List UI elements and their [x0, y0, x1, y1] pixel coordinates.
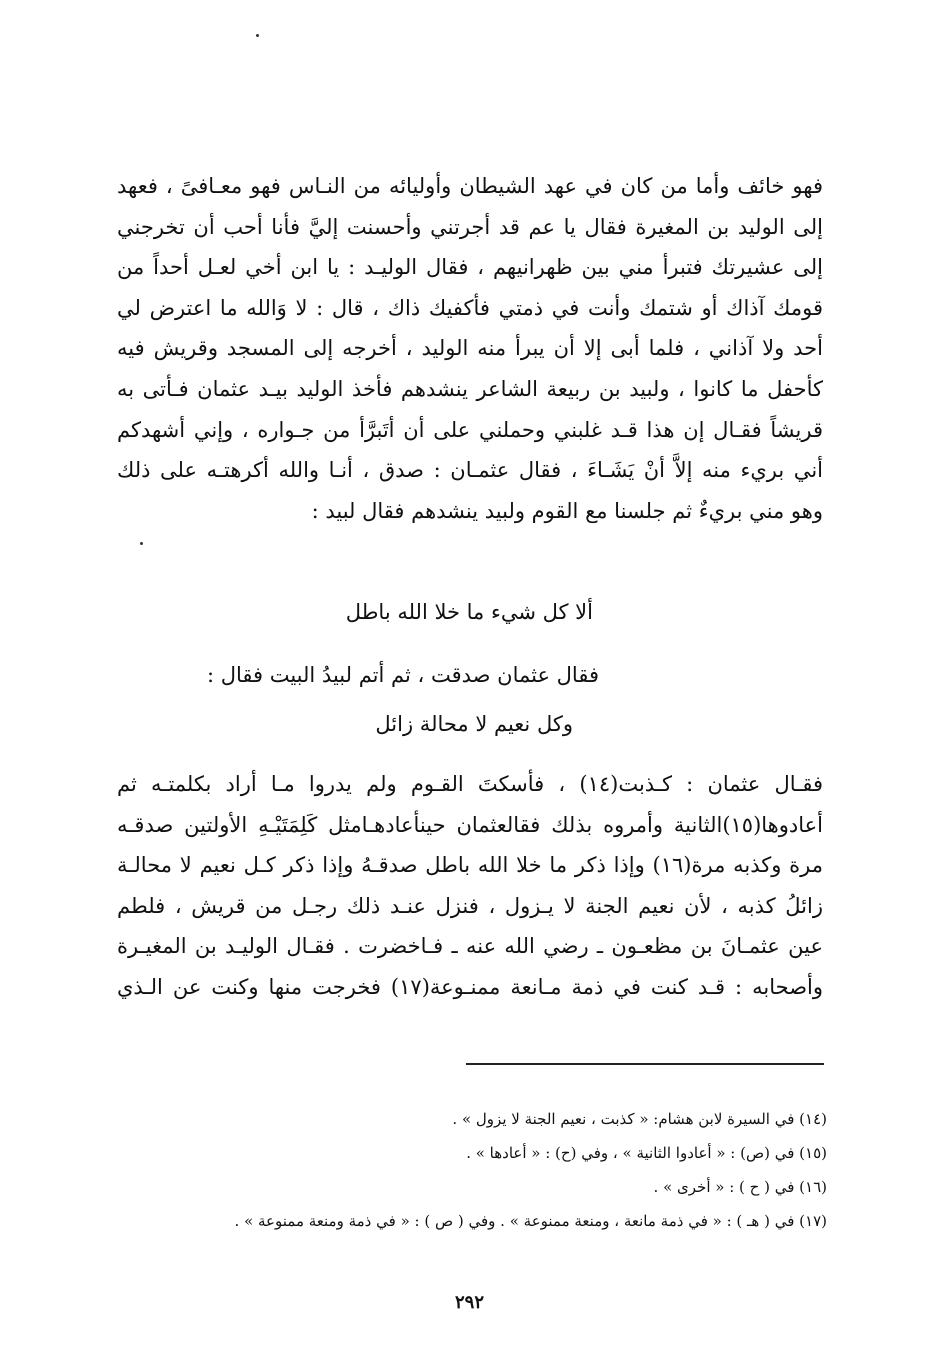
paragraph-2 — [117, 764, 823, 1008]
text-line: أني بريء منه إلاَّ أنْ يَشَـاءَ ، فقال عثمـان : صدق ، أنـا والله أكرهتـه على ذلك — [117, 458, 823, 483]
text-line: إلى عشيرتك فتبرأ مني بين ظهرانيهم ، فقال الوليـد : يا ابن أخي لعـل أحداً من — [117, 255, 823, 280]
footnote-divider — [466, 1063, 824, 1065]
text-line: قريشاً فقـال إن هذا قـد غلبني وحملني على أن أتَبرَّأ من جـواره ، وإني أشهدكم — [117, 417, 823, 442]
text-line: وهو مني بريءٌ ثم جلسنا مع القوم ولبيد ينشدهم فقال لبيد : — [311, 498, 823, 523]
page-number: ٢٩٢ — [454, 1292, 484, 1313]
paragraph-1 — [117, 166, 823, 531]
text-line: إلى الوليد بن المغيرة فقال يا عم قد أجرتني وأحسنت إليَّ فأنا أحب أن تخرجني — [117, 214, 823, 239]
text-line: فهو خائف وأما من كان في عهد الشيطان وأوليائه من النـاس فهو معـافىً ، فعهد — [117, 174, 823, 198]
text-line: عين عثمـانَ بن مظعـون ـ رضي الله عنه ـ فـاخضرت . فقـال الوليـد بن المغيـرة — [117, 934, 823, 959]
ink-speck — [140, 542, 143, 545]
footnotes — [97, 1102, 827, 1238]
text-line: قومك آذاك أو شتمك وأنت في ذمتي فأكفيك ذاك ، قال : لا وَالله ما اعترض لي — [117, 295, 823, 320]
text-line: أعادوها(١٥)الثانية وأمروه بذلك فقالعثمان حينأعادهـامثل كَلِمَتَيْـهِ الأولتين صدقـه — [117, 812, 823, 837]
text-line: أحد ولا آذاني ، فلما أبى إلا أن يبرأ منه الوليد ، أخرجه إلى المسجد وقريش فيه — [117, 336, 823, 361]
ink-speck — [256, 34, 259, 37]
footnote: (١٧) في ( هـ ) : « في ذمة مانعة ، ومنعة ممنوعة » . وفي ( ص ) : « في ذمة ومنعة ممنوعة » . — [234, 1212, 827, 1230]
verse-line: ألا كل شيء ما خلا الله باطل — [345, 600, 593, 624]
text-line: مرة وكذبه مرة(١٦) وإذا ذكر ما خلا الله باطل صدقـهُ وإذا ذكر كـل نعيم لا محالـة — [117, 853, 824, 878]
text-line: كأحفل ما كانوا ، ولبيد بن ربيعة الشاعر ينشدهم فأخذ الوليد بيـد عثمان فـأتى به — [117, 376, 823, 401]
footnote: (١٦) في ( ح ) : « أخرى » . — [653, 1178, 827, 1196]
narration-line: فقال عثمان صدقت ، ثم أتم لبيدُ البيت فقال : — [206, 663, 599, 687]
verse-line: وكل نعيم لا محالة زائل — [375, 712, 573, 736]
text-line: زائلُ كذبه ، لأن نعيم الجنة لا يـزول ، فنزل عنـد ذلك رجـل من قريش ، فلطم — [117, 893, 823, 918]
text-line: فقـال عثمان : كـذبت(١٤) ، فأسكتَ القـوم ولم يدروا مـا أراد بكلمتـه ثم — [117, 772, 823, 796]
footnote: (١٥) في (ص) : « أعادوا الثانية » ، وفي (ح) : « أعادها » . — [466, 1144, 827, 1162]
text-line: وأصحابه : قـد كنت في ذمة مـانعة ممنـوعة(١٧) فخرجت منها وكنت عن الـذي — [117, 974, 823, 999]
footnote: (١٤) في السيرة لابن هشام: « كذبت ، نعيم الجنة لا يزول » . — [452, 1110, 827, 1128]
